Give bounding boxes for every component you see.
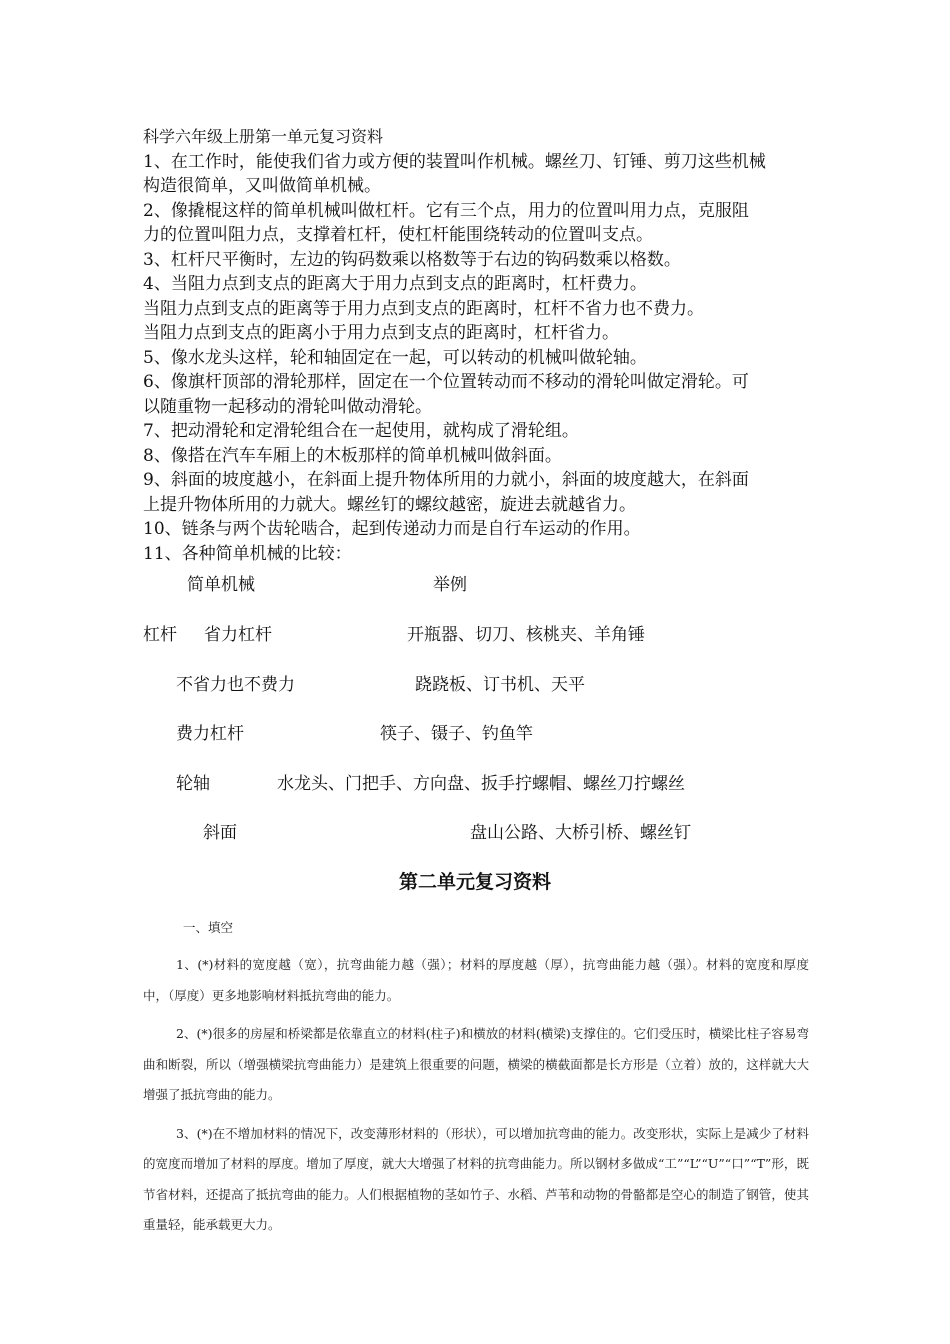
table-row-type: 费力杠杆	[176, 724, 244, 744]
text-line: 11、各种简单机械的比较：	[143, 543, 352, 564]
table-row-type: 轮轴	[176, 774, 210, 794]
table-lever-label: 杠杆	[143, 625, 177, 645]
text-line: 9、斜面的坡度越小，在斜面上提升物体所用的力就小，斜面的坡度越大，在斜面	[143, 470, 749, 490]
paragraph: 2、(*)很多的房屋和桥梁都是依靠直立的材料(柱子)和横放的材料(横梁)支撑住的。它们受压时，横梁比柱子容易弯曲和断裂，所以（增强横梁抗弯曲能力）是建筑上很重要的问题，横梁的横截面都是长方形是（立着）放的，这样就大大增强了抵抗弯曲的能力。	[143, 1026, 809, 1102]
paragraph: 3、(*)在不增加材料的情况下，改变薄形材料的（形状），可以增加抗弯曲的能力。改变形状，实际上是减少了材料的宽度而增加了材料的厚度。增加了厚度，就大大增强了材料的抗弯曲能力。所以钢材多做成“工”“L”“U”“口”“T”形，既节省材料，还提高了抵抗弯曲的能力。人们根据植物的茎如竹子、水稻、芦苇和动物的骨骼都是空心的制造了钢管，使其重量轻，能承载更大力。	[143, 1125, 809, 1232]
unit2-review	[143, 917, 809, 1241]
table-row-example: 筷子、镊子、钓鱼竿	[380, 724, 533, 744]
table-row-type: 省力杠杆	[204, 625, 272, 645]
text-line: 7、把动滑轮和定滑轮组合在一起使用，就构成了滑轮组。	[143, 421, 579, 441]
text-line: 6、像旗杆顶部的滑轮那样，固定在一个位置转动而不移动的滑轮叫做定滑轮。可	[143, 372, 749, 392]
unit1-review	[143, 125, 823, 566]
table-row-type: 斜面	[203, 823, 237, 843]
text-line: 以随重物一起移动的滑轮叫做动滑轮。	[143, 396, 432, 417]
text-line: 4、当阻力点到支点的距离大于用力点到支点的距离时，杠杆费力。	[143, 274, 647, 294]
text-line: 10、链条与两个齿轮啮合，起到传递动力而是自行车运动的作用。	[143, 519, 641, 539]
unit1-title: 科学六年级上册第一单元复习资料	[143, 127, 384, 146]
table-header-machine: 简单机械	[187, 575, 255, 595]
text-line: 2、像撬棍这样的简单机械叫做杠杆。它有三个点，用力的位置叫用力点，克服阻	[143, 200, 749, 221]
table-row-example: 水龙头、门把手、方向盘、扳手拧螺帽、螺丝刀拧螺丝	[277, 774, 685, 794]
text-line: 构造很简单，又叫做简单机械。	[143, 176, 381, 196]
table-row-example: 开瓶器、切刀、核桃夹、羊角锤	[407, 625, 645, 645]
text-line: 当阻力点到支点的距离等于用力点到支点的距离时，杠杆不省力也不费力。	[143, 298, 704, 319]
table-row-example: 跷跷板、订书机、天平	[415, 675, 585, 695]
text-line: 力的位置叫阻力点，支撑着杠杆，使杠杆能围绕转动的位置叫支点。	[143, 225, 653, 245]
unit2-title: 第二单元复习资料	[398, 871, 551, 893]
text-line: 8、像搭在汽车车厢上的木板那样的简单机械叫做斜面。	[143, 445, 562, 466]
table-row-example: 盘山公路、大桥引桥、螺丝钉	[470, 823, 691, 843]
text-line: 上提升物体所用的力就大。螺丝钉的螺纹越密，旋进去就越省力。	[143, 494, 636, 515]
text-line: 3、杠杆尺平衡时，左边的钩码数乘以格数等于右边的钩码数乘以格数。	[143, 249, 681, 270]
text-line: 当阻力点到支点的距离小于用力点到支点的距离时，杠杆省力。	[143, 323, 619, 343]
table-header-example: 举例	[433, 575, 467, 595]
text-line: 1、在工作时，能使我们省力或方便的装置叫作机械。螺丝刀、钉锤、剪刀这些机械	[143, 151, 766, 172]
table-row-type: 不省力也不费力	[176, 675, 295, 695]
text-line: 5、像水龙头这样，轮和轴固定在一起，可以转动的机械叫做轮轴。	[143, 347, 647, 368]
paragraph: 1、(*)材料的宽度越（宽），抗弯曲能力越（强）；材料的厚度越（厚），抗弯曲能力越（强）。材料的宽度和厚度中，（厚度）更多地影响材料抵抗弯曲的能力。	[143, 957, 809, 1003]
section-heading: 一、填空	[183, 920, 234, 935]
